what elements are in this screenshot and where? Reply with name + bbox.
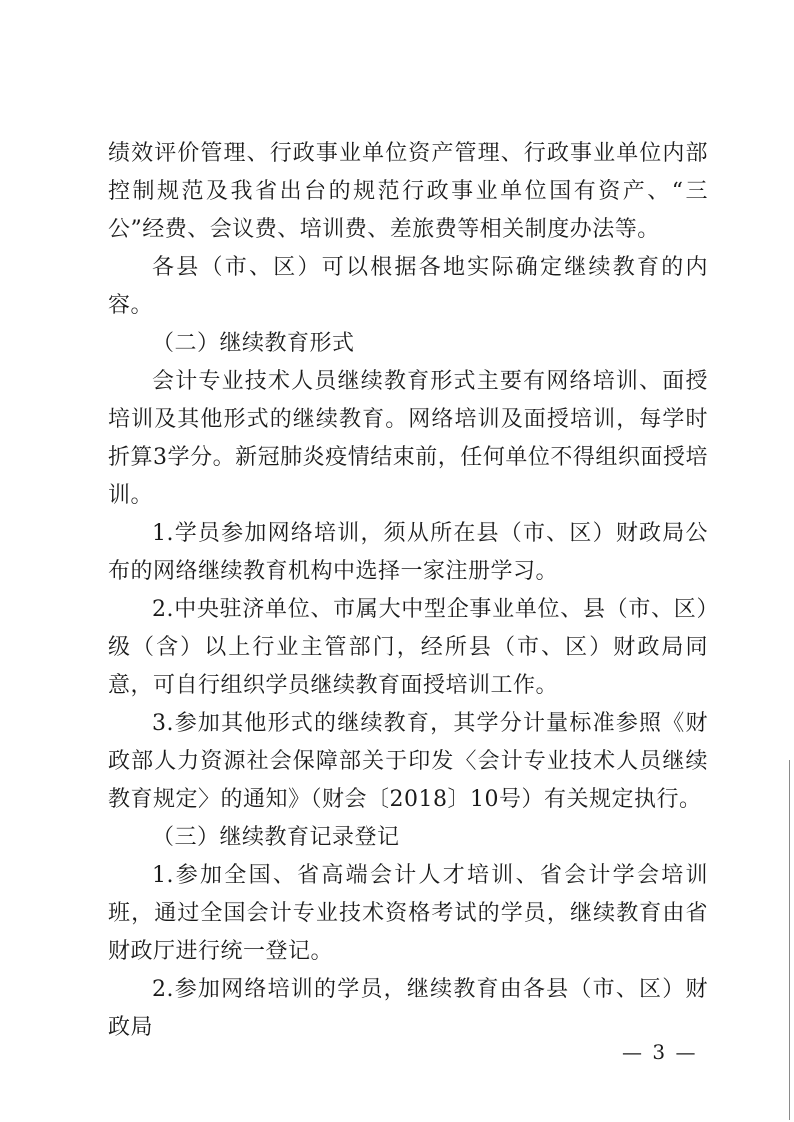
paragraph-4: 1.学员参加网络培训，须从所在县（市、区）财政局公布的网络继续教育机构中选择一家注册学习。 [108, 521, 708, 584]
section-heading-2: （二）继续教育形式 [152, 331, 355, 356]
body-text [108, 135, 708, 1047]
paragraph-2: 各县（市、区）可以根据各地实际确定继续教育的内容。 [108, 255, 708, 318]
section-heading-3: （三）继续教育记录登记 [152, 825, 400, 850]
paragraph-1: 绩效评价管理、行政事业单位资产管理、行政事业单位内部控制规范及我省出台的规范行政事业单位国有资产、“三公”经费、会议费、培训费、差旅费等相关制度办法等。 [108, 141, 708, 242]
scan-edge-line [789, 760, 790, 1120]
paragraph-7: 1.参加全国、省高端会计人才培训、省会计学会培训班，通过全国会计专业技术资格考试的学员，继续教育由省财政厅进行统一登记。 [108, 863, 708, 964]
paragraph-8: 2.参加网络培训的学员，继续教育由各县（市、区）财政局 [108, 977, 708, 1040]
paragraph-6: 3.参加其他形式的继续教育，其学分计量标准参照《财政部人力资源社会保障部关于印发〈会计专业技术人员继续教育规定〉的通知》（财会〔2018〕10号）有关规定执行。 [108, 711, 708, 812]
page-number: — 3 — [622, 1040, 698, 1064]
paragraph-5: 2.中央驻济单位、市属大中型企事业单位、县（市、区）级（含）以上行业主管部门，经所县（市、区）财政局同意，可自行组织学员继续教育面授培训工作。 [108, 597, 708, 698]
paragraph-3: 会计专业技术人员继续教育形式主要有网络培训、面授培训及其他形式的继续教育。网络培训及面授培训，每学时折算3学分。新冠肺炎疫情结束前，任何单位不得组织面授培训。 [108, 369, 708, 508]
